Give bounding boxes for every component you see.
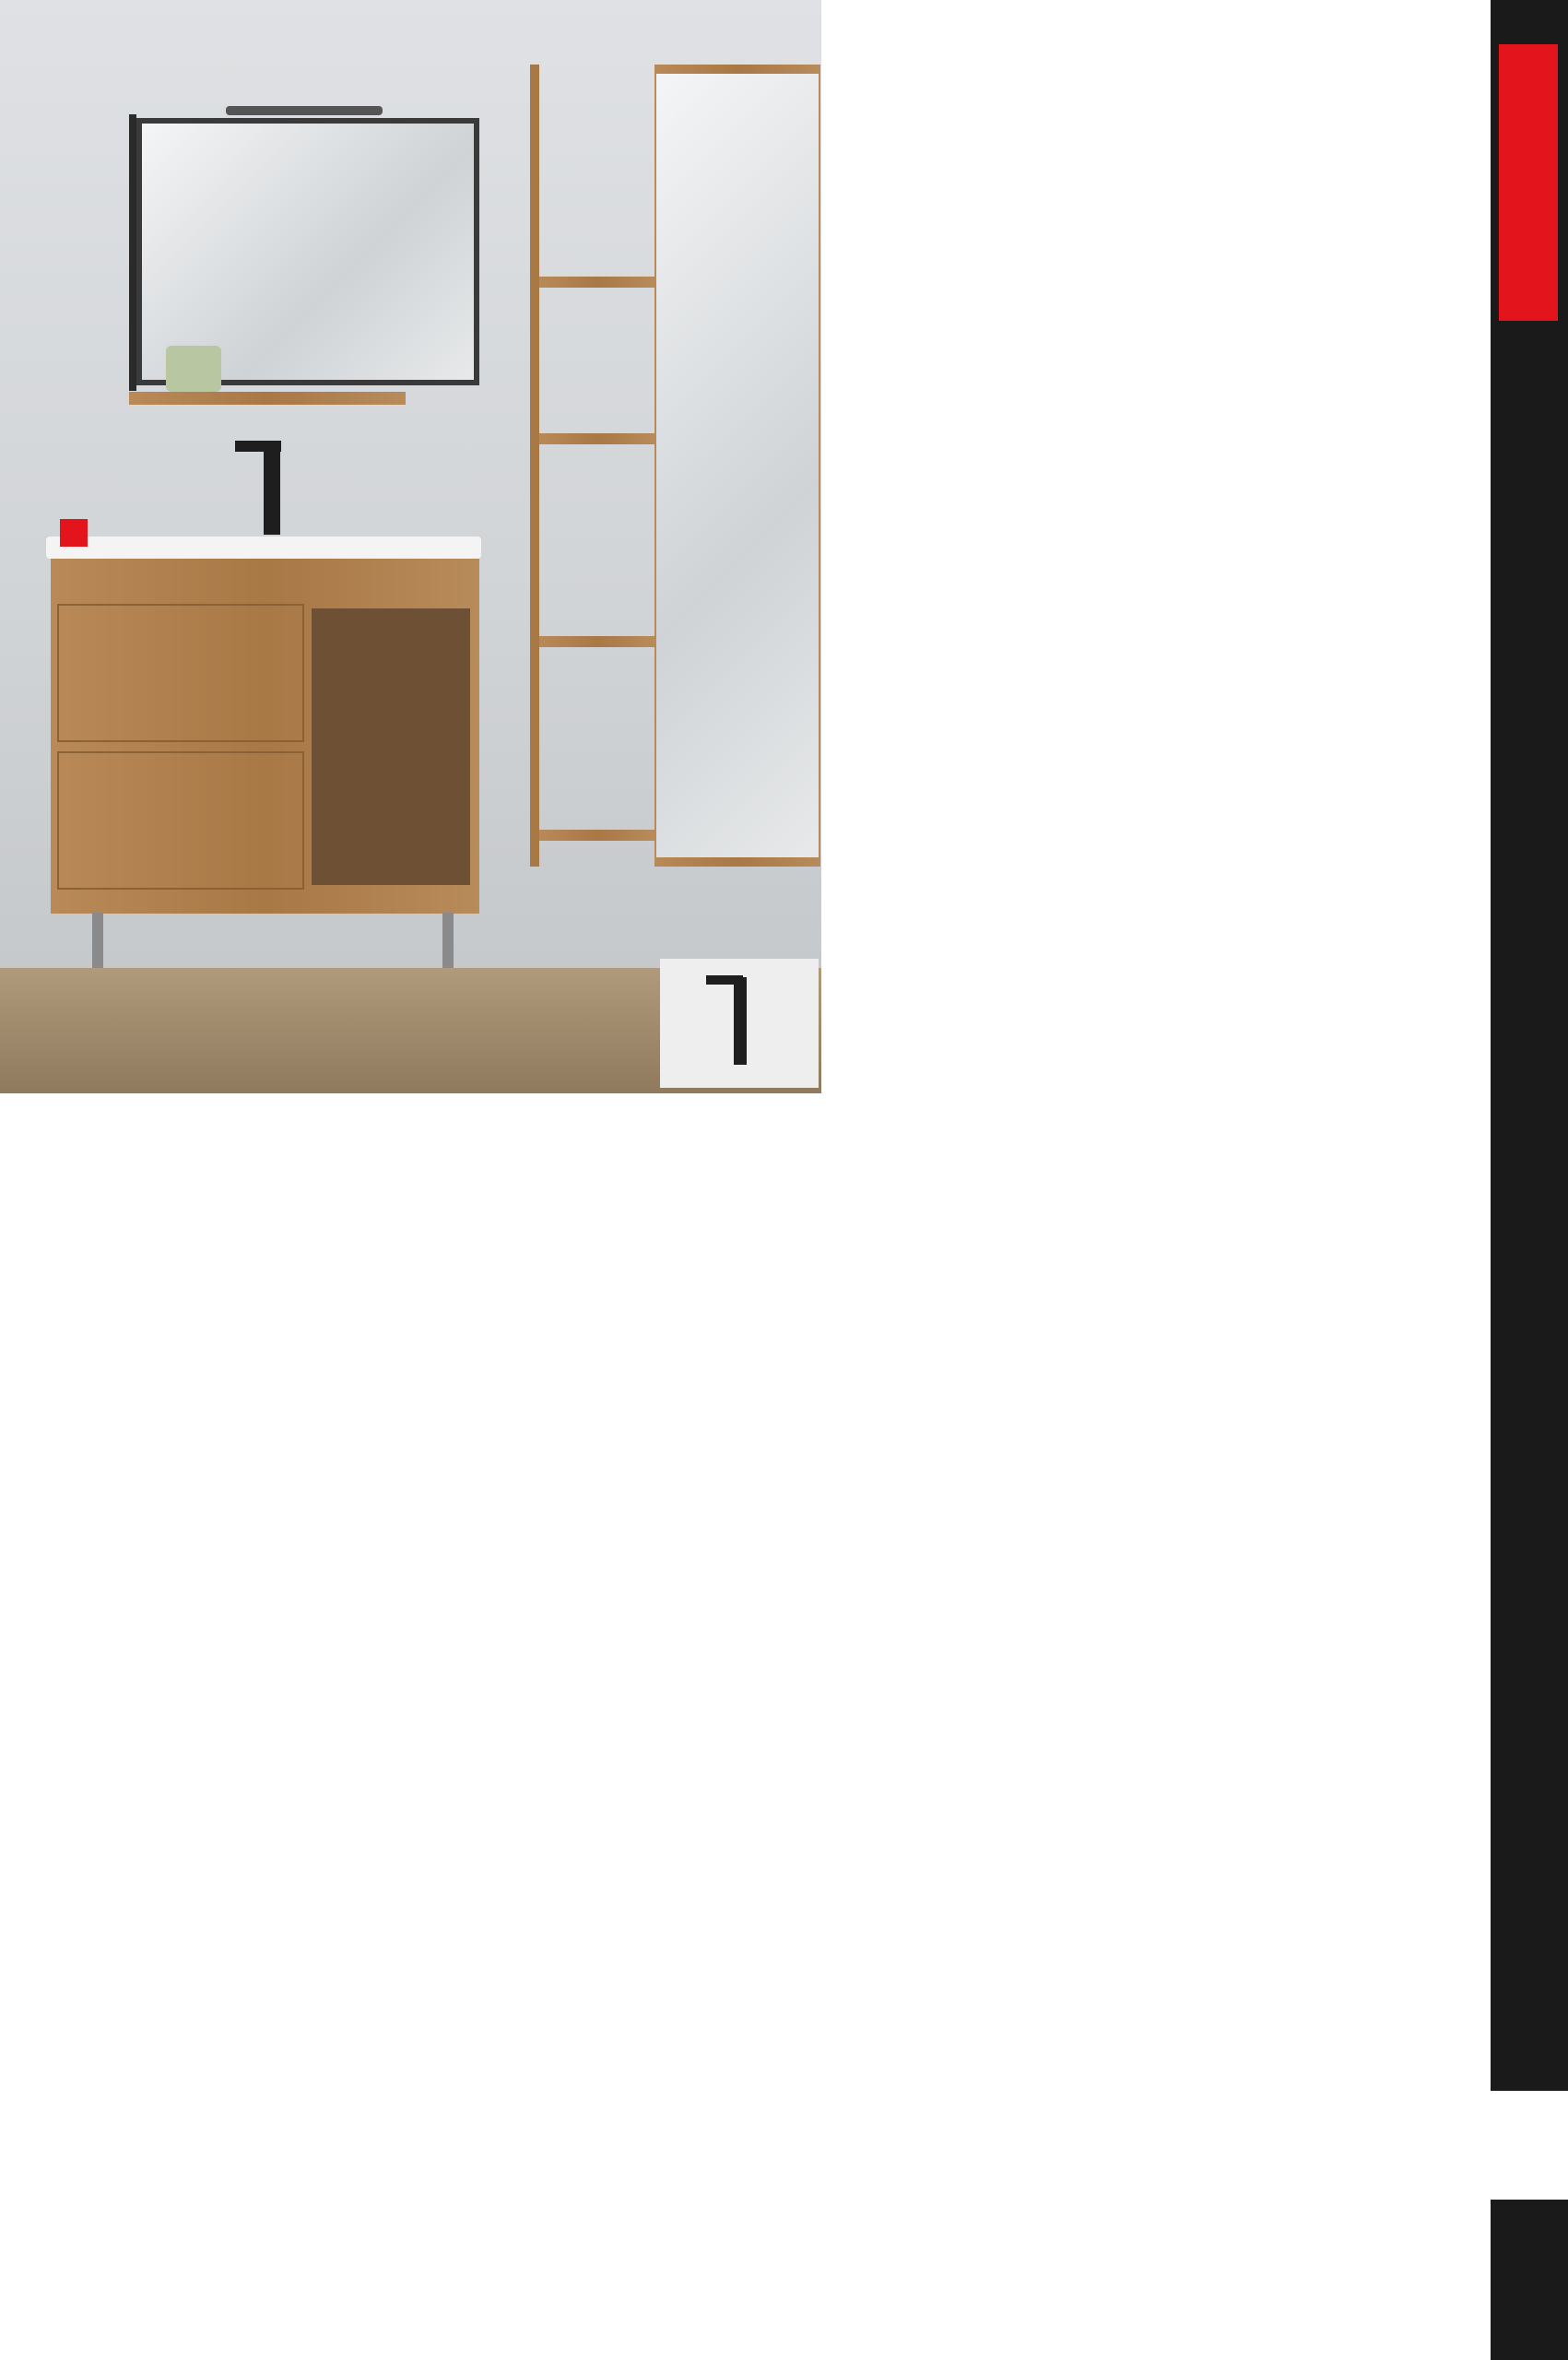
column-mirror-door: [656, 74, 819, 857]
shelf-2: [539, 433, 654, 444]
faucet-e: [264, 442, 280, 535]
inset-faucet-icon: [734, 977, 747, 1065]
inset-faucet-spout: [706, 975, 743, 985]
brico-depot-logo: [1491, 2091, 1568, 2200]
mirror-shelf: [129, 392, 406, 405]
section-title-tab: [1499, 44, 1558, 321]
shelf-4: [539, 830, 654, 841]
basin-b: [46, 537, 481, 559]
vanity-leg-right: [442, 913, 454, 968]
mirror-frame-left: [129, 114, 136, 391]
sidebar: [1491, 0, 1568, 2360]
drawer-1: [57, 604, 304, 742]
shelf-3: [539, 636, 654, 647]
faucet-spout: [235, 441, 281, 452]
drawer-2: [57, 751, 304, 890]
shelf-1: [539, 277, 654, 288]
column-shelves: [530, 65, 654, 867]
vanity-niche: [312, 608, 470, 885]
cup: [166, 346, 221, 392]
vanity-leg-left: [92, 913, 103, 968]
faucet-inset: [660, 959, 819, 1088]
top-product-photo: [0, 0, 821, 1093]
led-light: [226, 106, 383, 115]
